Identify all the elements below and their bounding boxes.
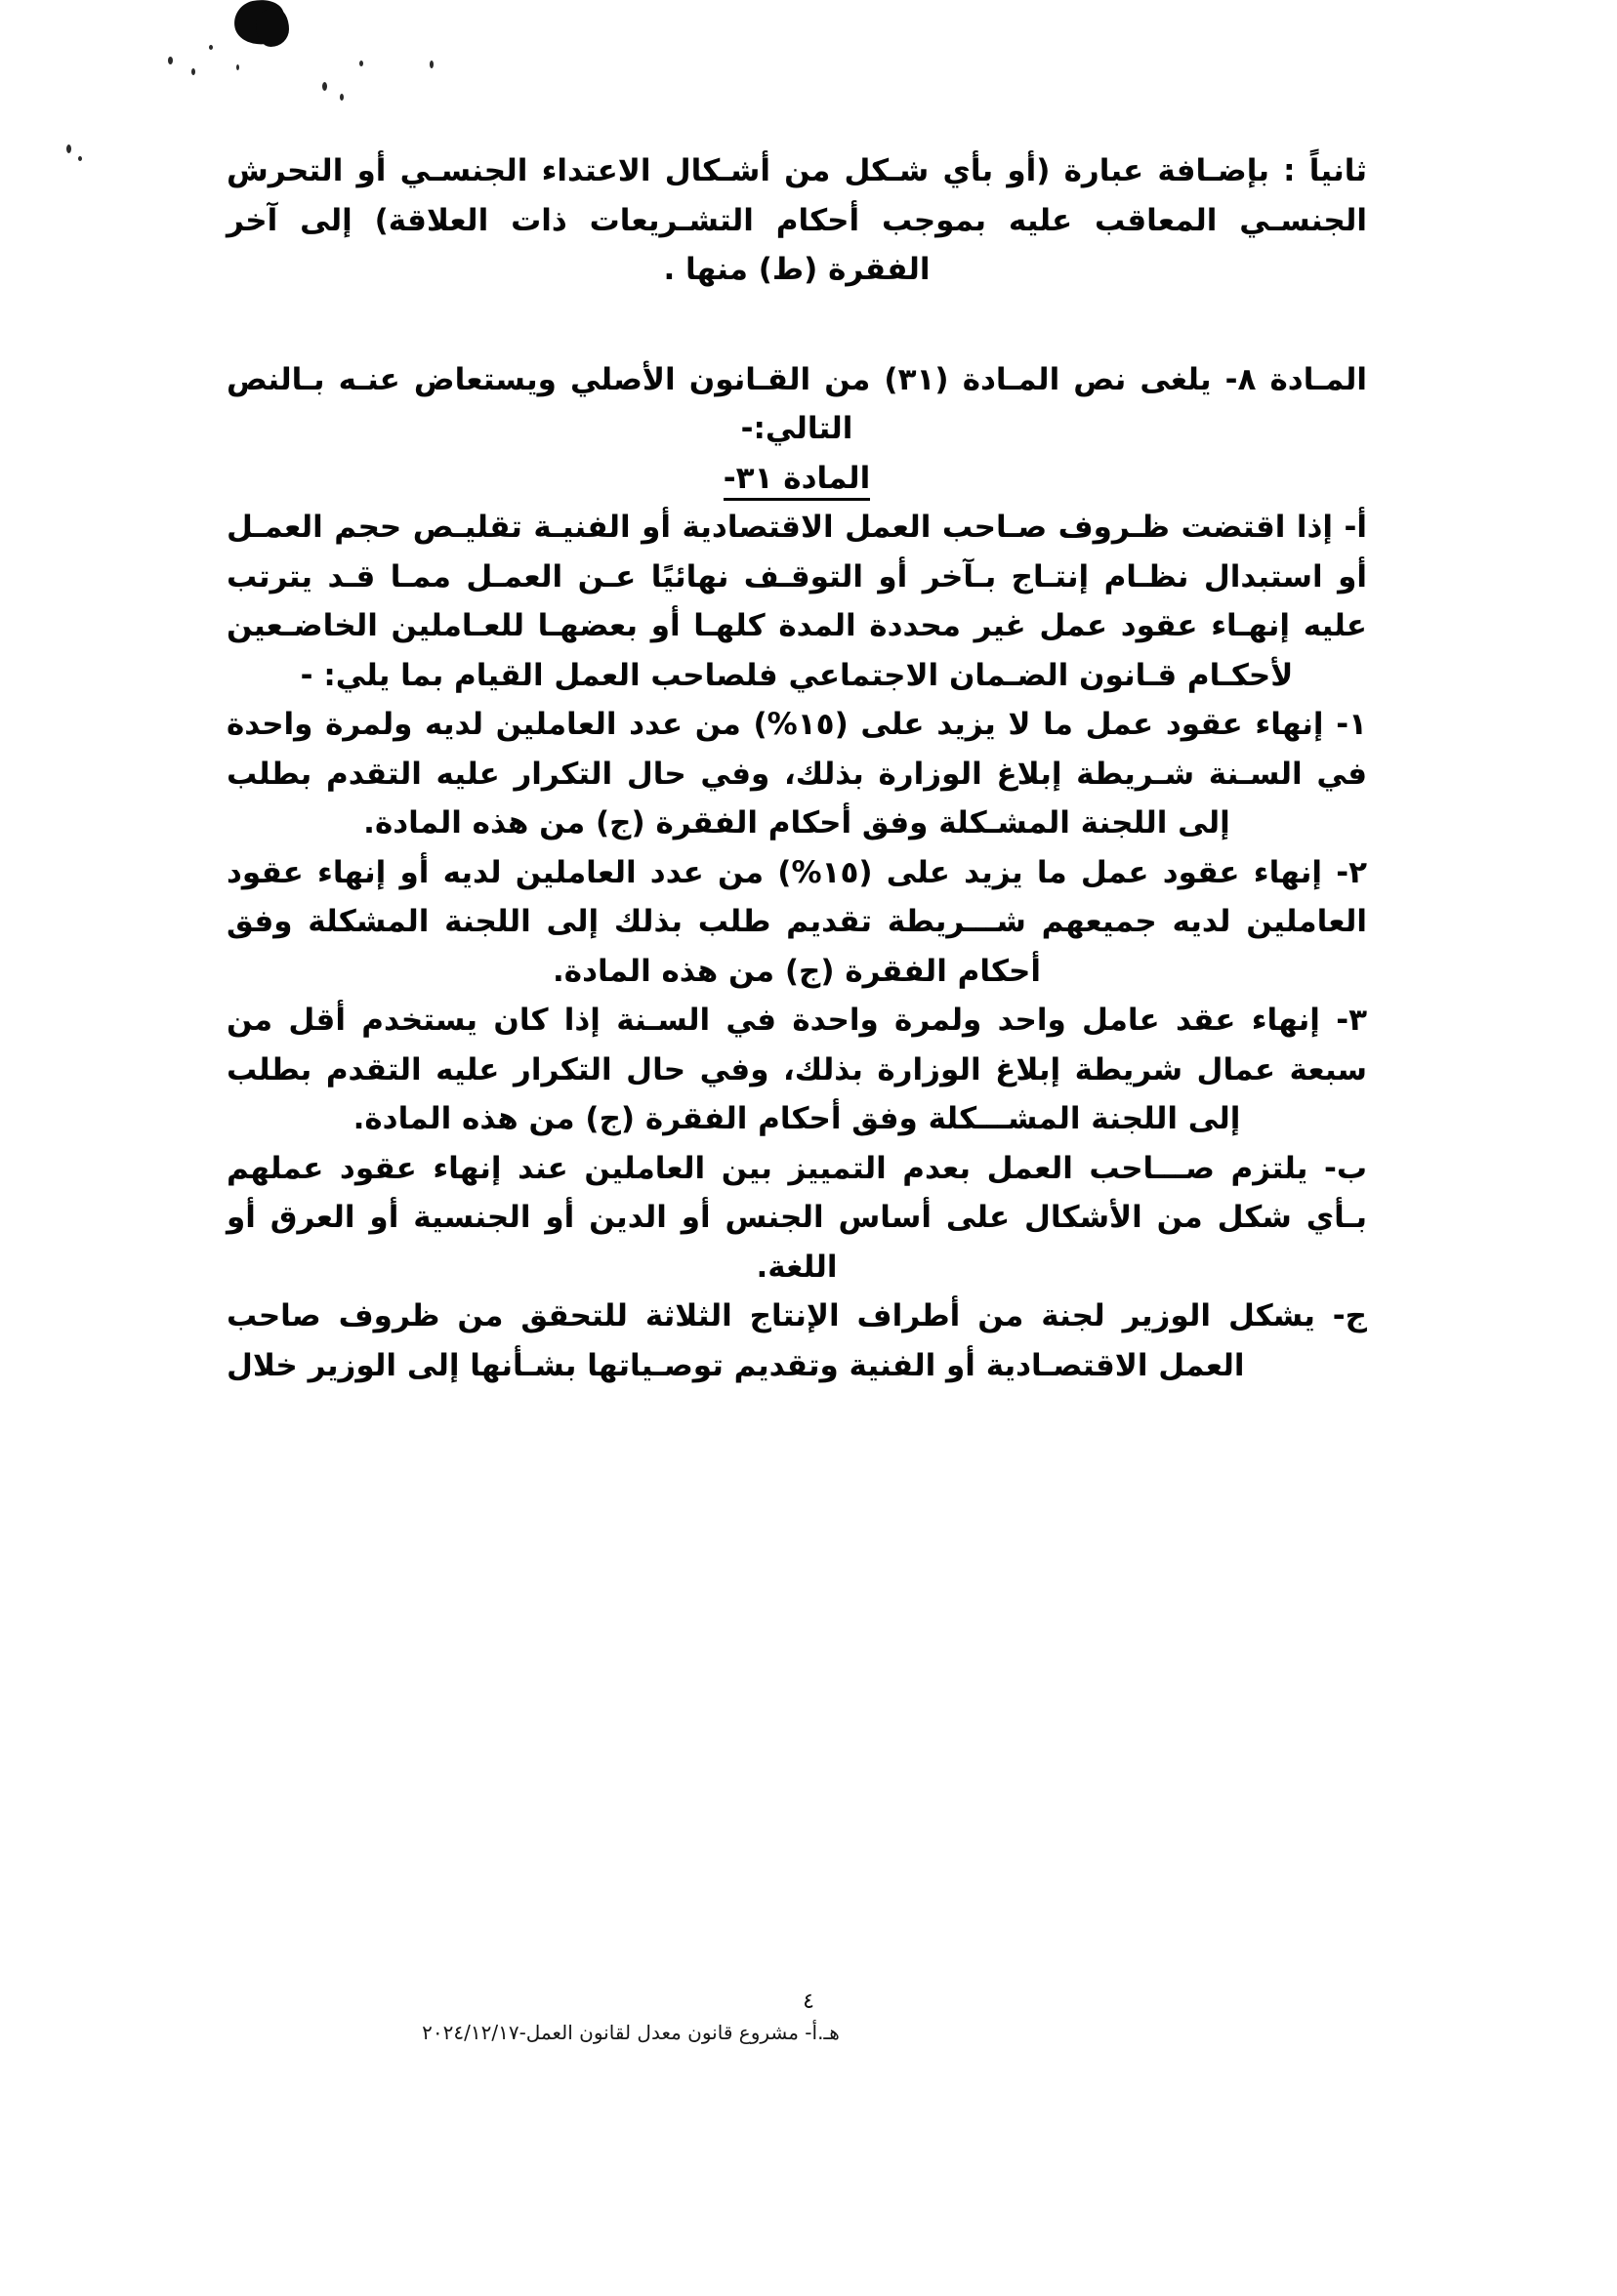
- scan-speck: [209, 45, 213, 50]
- ink-smudge-secondary: [256, 8, 289, 47]
- scan-speck: [168, 57, 173, 64]
- scan-speck: [78, 156, 82, 161]
- clause-second-paragraph: ثانياً : بإضـافة عبارة (أو بأي شـكل من أشـكال الاعتداء الجنسـي أو التحرش الجنسـي المعاقب عليه بموجب أحكام التشـريعات ذات العلاقة) إلى آخر الفقرة (ط) منها .: [227, 153, 1367, 288]
- list-item-3: ٣- إنهاء عقد عامل واحد ولمرة واحدة في السـنة إذا كان يستخدم أقل من سبعة عمال شريطة إبلاغ الوزارة بذلك، وفي حال التكرار عليه التقدم بطلب إلى اللجنة المشـــكلة وفق أحكام الفقرة (ج) من هذه المادة.: [227, 1003, 1367, 1137]
- scan-speck: [66, 144, 71, 153]
- scan-speck: [322, 82, 327, 91]
- scan-speck: [430, 61, 434, 68]
- scan-speck: [340, 94, 344, 101]
- paragraph-c: ج- يشكل الوزير لجنة من أطراف الإنتاج الثلاثة للتحقق من ظروف صاحب العمل الاقتصـادية أو الفنية وتقديم توصـياتها بشـأنها إلى الوزير خلال: [227, 1298, 1367, 1383]
- list-item-1: ١- إنهاء عقود عمل ما لا يزيد على (١٥%) من عدد العاملين لديه ولمرة واحدة في السـنة شـريطة إبلاغ الوزارة بذلك، وفي حال التكرار عليه التقدم بطلب إلى اللجنة المشـكلة وفق أحكام الفقرة (ج) من هذه المادة.: [227, 707, 1368, 841]
- article-31-heading-text: المادة ٣١-: [724, 461, 870, 501]
- section-spacer: [227, 295, 1367, 355]
- article-31-heading: [227, 454, 1367, 504]
- scan-speck: [191, 68, 195, 75]
- paragraph-a: أ- إذا اقتضت ظـروف صـاحب العمل الاقتصادية أو الفنيـة تقليـص حجم العمـل أو استبدال نظـام إنتـاج بـآخر أو التوقـف نهائيًا عـن العمـل ممـا قـد يترتب عليه إنهـاء عقود عمل غير محددة المدة كلهـا أو بعضهـا للعـاملين الخاضـعين لأحكـام قـانون الضـمان الاجتماعي فلصاحب العمل القيام بما يلي: -: [227, 510, 1367, 693]
- list-item-2: ٢- إنهاء عقود عمل ما يزيد على (١٥%) من عدد العاملين لديه أو إنهاء عقود العاملين لديه جميعهم شـــريطة تقديم طلب بذلك إلى اللجنة المشكلة وفق أحكام الفقرة (ج) من هذه المادة.: [227, 854, 1367, 989]
- article-8-intro-paragraph: المـادة ٨- يلغى نص المـادة (٣١) من القـانون الأصلي ويستعاض عنـه بـالنص التالي:-: [227, 361, 1367, 447]
- footer-text: هـ.أ- مشروع قانون معدل لقانون العمل-٢٠٢٤/١٢/١٧: [422, 2021, 840, 2044]
- paragraph-b: ب- يلتزم صـــاحب العمل بعدم التمييز بين العاملين عند إنهاء عقود عملهم بـأي شكل من الأشكال على أساس الجنس أو الدين أو الجنسية أو العرق أو اللغة.: [227, 1150, 1367, 1285]
- document-footer: [0, 2021, 1617, 2044]
- scan-speck: [359, 61, 363, 66]
- scan-speck: [236, 64, 239, 70]
- document-body: [227, 146, 1367, 1390]
- page-number: ٤: [803, 1989, 814, 2014]
- ink-smudge: [230, 0, 289, 50]
